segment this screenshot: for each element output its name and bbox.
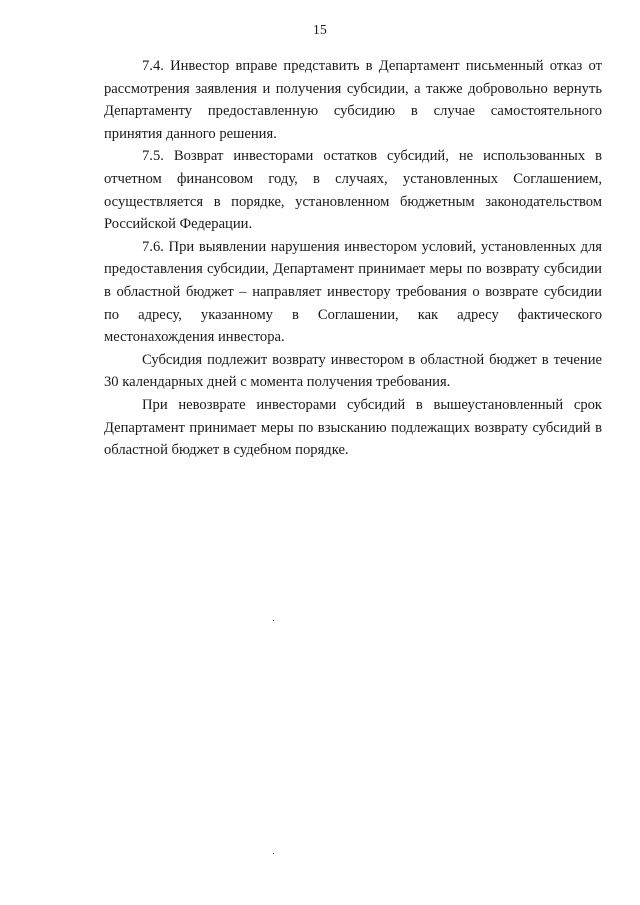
paragraph-7-5: 7.5. Возврат инвесторами остатков субсидий, не использованных в отчетном финансовом году, в случаях, установленных Соглашением, осуществляется в порядке, установленном бюджетным законодательством Российской Федерации. — [104, 148, 602, 233]
paragraph-7-6: 7.6. При выявлении нарушения инвестором условий, установленных для предоставления субсидии, Департамент принимает меры по возврату субсидии в областной бюджет – направляет инвестору требования о возврате субсидии по адресу, указанному в Соглашении, как адресу фактического местонахождения инвестора. — [104, 238, 602, 346]
paragraph-7-4: 7.4. Инвестор вправе представить в Департамент письменный отказ от рассмотрения заявления и получения субсидии, а также добровольно вернуть Департаменту предоставленную субсидию в случае самостоятельного принятия данного решения. — [104, 58, 602, 142]
paragraph-refund-deadline: Субсидия подлежит возврату инвестором в областной бюджет в течение 30 календарных дней с момента получения требования. — [104, 351, 602, 391]
scan-speck — [273, 853, 274, 854]
paragraph-judicial-recovery: При невозврате инвесторами субсидий в вышеустановленный срок Департамент принимает меры по взысканию подлежащих возврату субсидий в областной бюджет в судебном порядке. — [104, 396, 602, 459]
document-body — [104, 55, 602, 462]
page-number: 15 — [312, 22, 328, 37]
scan-speck — [273, 620, 274, 621]
